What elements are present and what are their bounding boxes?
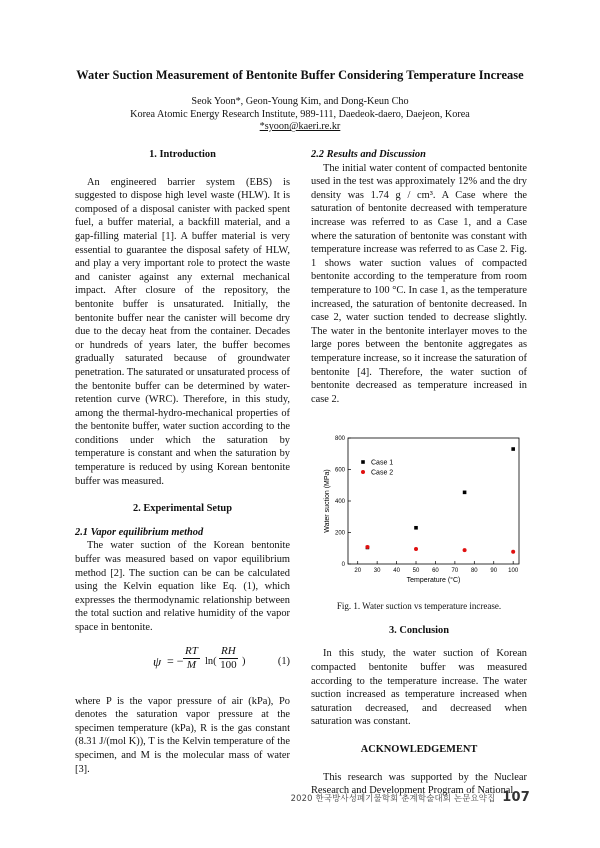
vapor-equilibrium-heading: 2.1 Vapor equilibrium method (75, 526, 204, 538)
case-1-point (463, 491, 467, 495)
x-tick-label: 30 (373, 568, 381, 575)
equation-description: where P is the vapor pressure of air (kPa), Po denotes the saturation vapor pressure at the specimen temperature (kPa), R is the gas constant (8.31 J/(mol K)), T is the Kelvin temperature of the specimen, and M is the molecular mass of water [3]. (75, 695, 290, 775)
left-column (75, 148, 290, 776)
x-tick-label: 60 (432, 568, 439, 575)
experimental-heading: 2. Experimental Setup (132, 503, 232, 515)
water-suction-chart (311, 432, 527, 597)
legend-marker-case-1 (361, 460, 365, 464)
case-1-point (414, 526, 418, 530)
equation-fraction-rt-m (183, 645, 200, 673)
case-2-point (365, 545, 369, 549)
equation-m: M (186, 659, 196, 672)
figure-caption: Fig. 1. Water suction vs temperature increase. (336, 601, 502, 612)
plot-frame (348, 438, 519, 564)
results-heading: 2.2 Results and Discussion (311, 149, 426, 160)
x-tick-label: 20 (354, 568, 362, 575)
equation-rh: RH (219, 645, 238, 660)
author-names: Seok Yoon*, Geon-Young Kim, and Dong-Keun Cho (191, 96, 409, 107)
equation-number: (1) (277, 655, 290, 667)
case-2-point (511, 550, 515, 554)
y-tick-label: 800 (334, 436, 345, 443)
figure-1 (311, 432, 527, 597)
legend-label-case-2: Case 2 (371, 469, 394, 477)
x-tick-label: 80 (470, 568, 478, 575)
equation-close-paren: ) (242, 655, 246, 667)
results-paragraph: The initial water content of compacted bentonite used in the test was approximately 12% and the dry density was 1.74 g / cm³. A Case where the saturation of bentonite decreased with temperature increase was referred to as Case 1, and a Case where the saturation of bentonite was constant with temperature increase was referred to as Case 2. Fig. 1 shows water suction values of compacted bentonite according to the temperature from room temperature to 100 °C. In case 1, as the temperature increased, the saturation of bentonite decreased. In case 2, water suction tended to decrease slightly. The water in the bentonite interlayer moves to the large pores between the bentonite aggregates as temperature increase, so it increase the saturation of bentonite [4]. Therefore, the water suction of bentonite decreased as temperature increased in case 2. (311, 162, 527, 405)
y-tick-label: 200 (334, 530, 345, 537)
page-number: 107 (502, 790, 530, 805)
footer-text: 2020 한국방사성폐기물학회 춘계학술대회 논문요약집 (290, 793, 496, 803)
author-affiliation: Korea Atomic Energy Research Institute, 989-111, Daedeok-daero, Daejeon, Korea (130, 108, 470, 120)
introduction-paragraph: An engineered barrier system (EBS) is suggested to dispose high level waste (HLW). It is composed of a disposal canister with packed spent fuel, a buffer material, a backfill material, and a gap-filling material [1]. A buffer material is very essential to guarantee the disposal safety of HLW, and play a very important role to protect the waste and canister against any external mechanical impact. After closure of the repository, the bentonite buffer is unsaturated. Initially, the bentonite buffer near the canister will become dry due to the decay heat from the container. Decades or hundreds of years later, the buffer becomes gradually saturated because of groundwater penetration. The saturated or unsaturated process of the bentonite buffer can be determined by water-retention curve (WRC). Therefore, in this study, among the thermal-hydro-mechanical properties of the bentonite buffer, water suction according to the conditions under which the saturation by temperature is constant and when the saturation by temperature is reduced by using Korean bentonite buffer was measured. (75, 176, 290, 487)
conclusion-heading: 3. Conclusion (388, 624, 450, 636)
equation-psi: ψ (153, 653, 162, 669)
page-footer (291, 790, 530, 805)
legend-marker-case-2 (361, 470, 365, 474)
equation-equals: = − (167, 653, 184, 668)
introduction-heading: 1. Introduction (149, 149, 216, 160)
paper-title: Water Suction Measurement of Bentonite Buffer Considering Temperature Increase (76, 68, 524, 82)
conclusion-paragraph: In this study, the water suction of Korean compacted bentonite buffer was measured according to the temperature increase. The water suction increased as temperature increased when saturation decreased, and decreased when saturation was constant. (311, 648, 527, 728)
equation-rt: RT (183, 645, 200, 660)
equation-100: 100 (220, 659, 237, 672)
right-column (311, 148, 527, 798)
x-tick-label: 90 (490, 568, 498, 575)
case-2-point (463, 548, 467, 552)
author-block (40, 96, 560, 134)
kelvin-equation (75, 643, 290, 683)
y-tick-label: 600 (334, 467, 345, 474)
y-axis-label: Water suction (MPa) (324, 469, 331, 534)
x-tick-label: 70 (451, 568, 459, 575)
acknowledgement-heading: ACKNOWLEDGEMENT (360, 744, 478, 756)
y-tick-label: 0 (341, 562, 345, 569)
x-tick-label: 100 (508, 568, 519, 575)
equation-fraction-rh (219, 645, 238, 673)
acknowledgement-paragraph: This research was supported by the Nuclear Research and Development Program of National (311, 771, 527, 797)
case-2-point (414, 547, 418, 551)
author-email[interactable]: *syoon@kaeri.re.kr (259, 121, 341, 133)
x-axis-label: Temperature (°C) (406, 577, 461, 585)
x-tick-label: 40 (393, 568, 400, 575)
case-1-point (511, 448, 515, 452)
y-tick-label: 400 (334, 499, 345, 506)
legend-label-case-1: Case 1 (371, 459, 394, 467)
equation-ln: ln( (205, 655, 217, 667)
x-tick-label: 50 (412, 568, 420, 575)
experimental-paragraph: The water suction of the Korean bentonite buffer was measured based on vapor equilibrium method [2]. The suction can be can be calculated using the Kelvin equation like Eq. (1), which expresses the thermodynamic relationship between the total suction and relative humidity of the vapor space in bentonite. (75, 540, 290, 633)
